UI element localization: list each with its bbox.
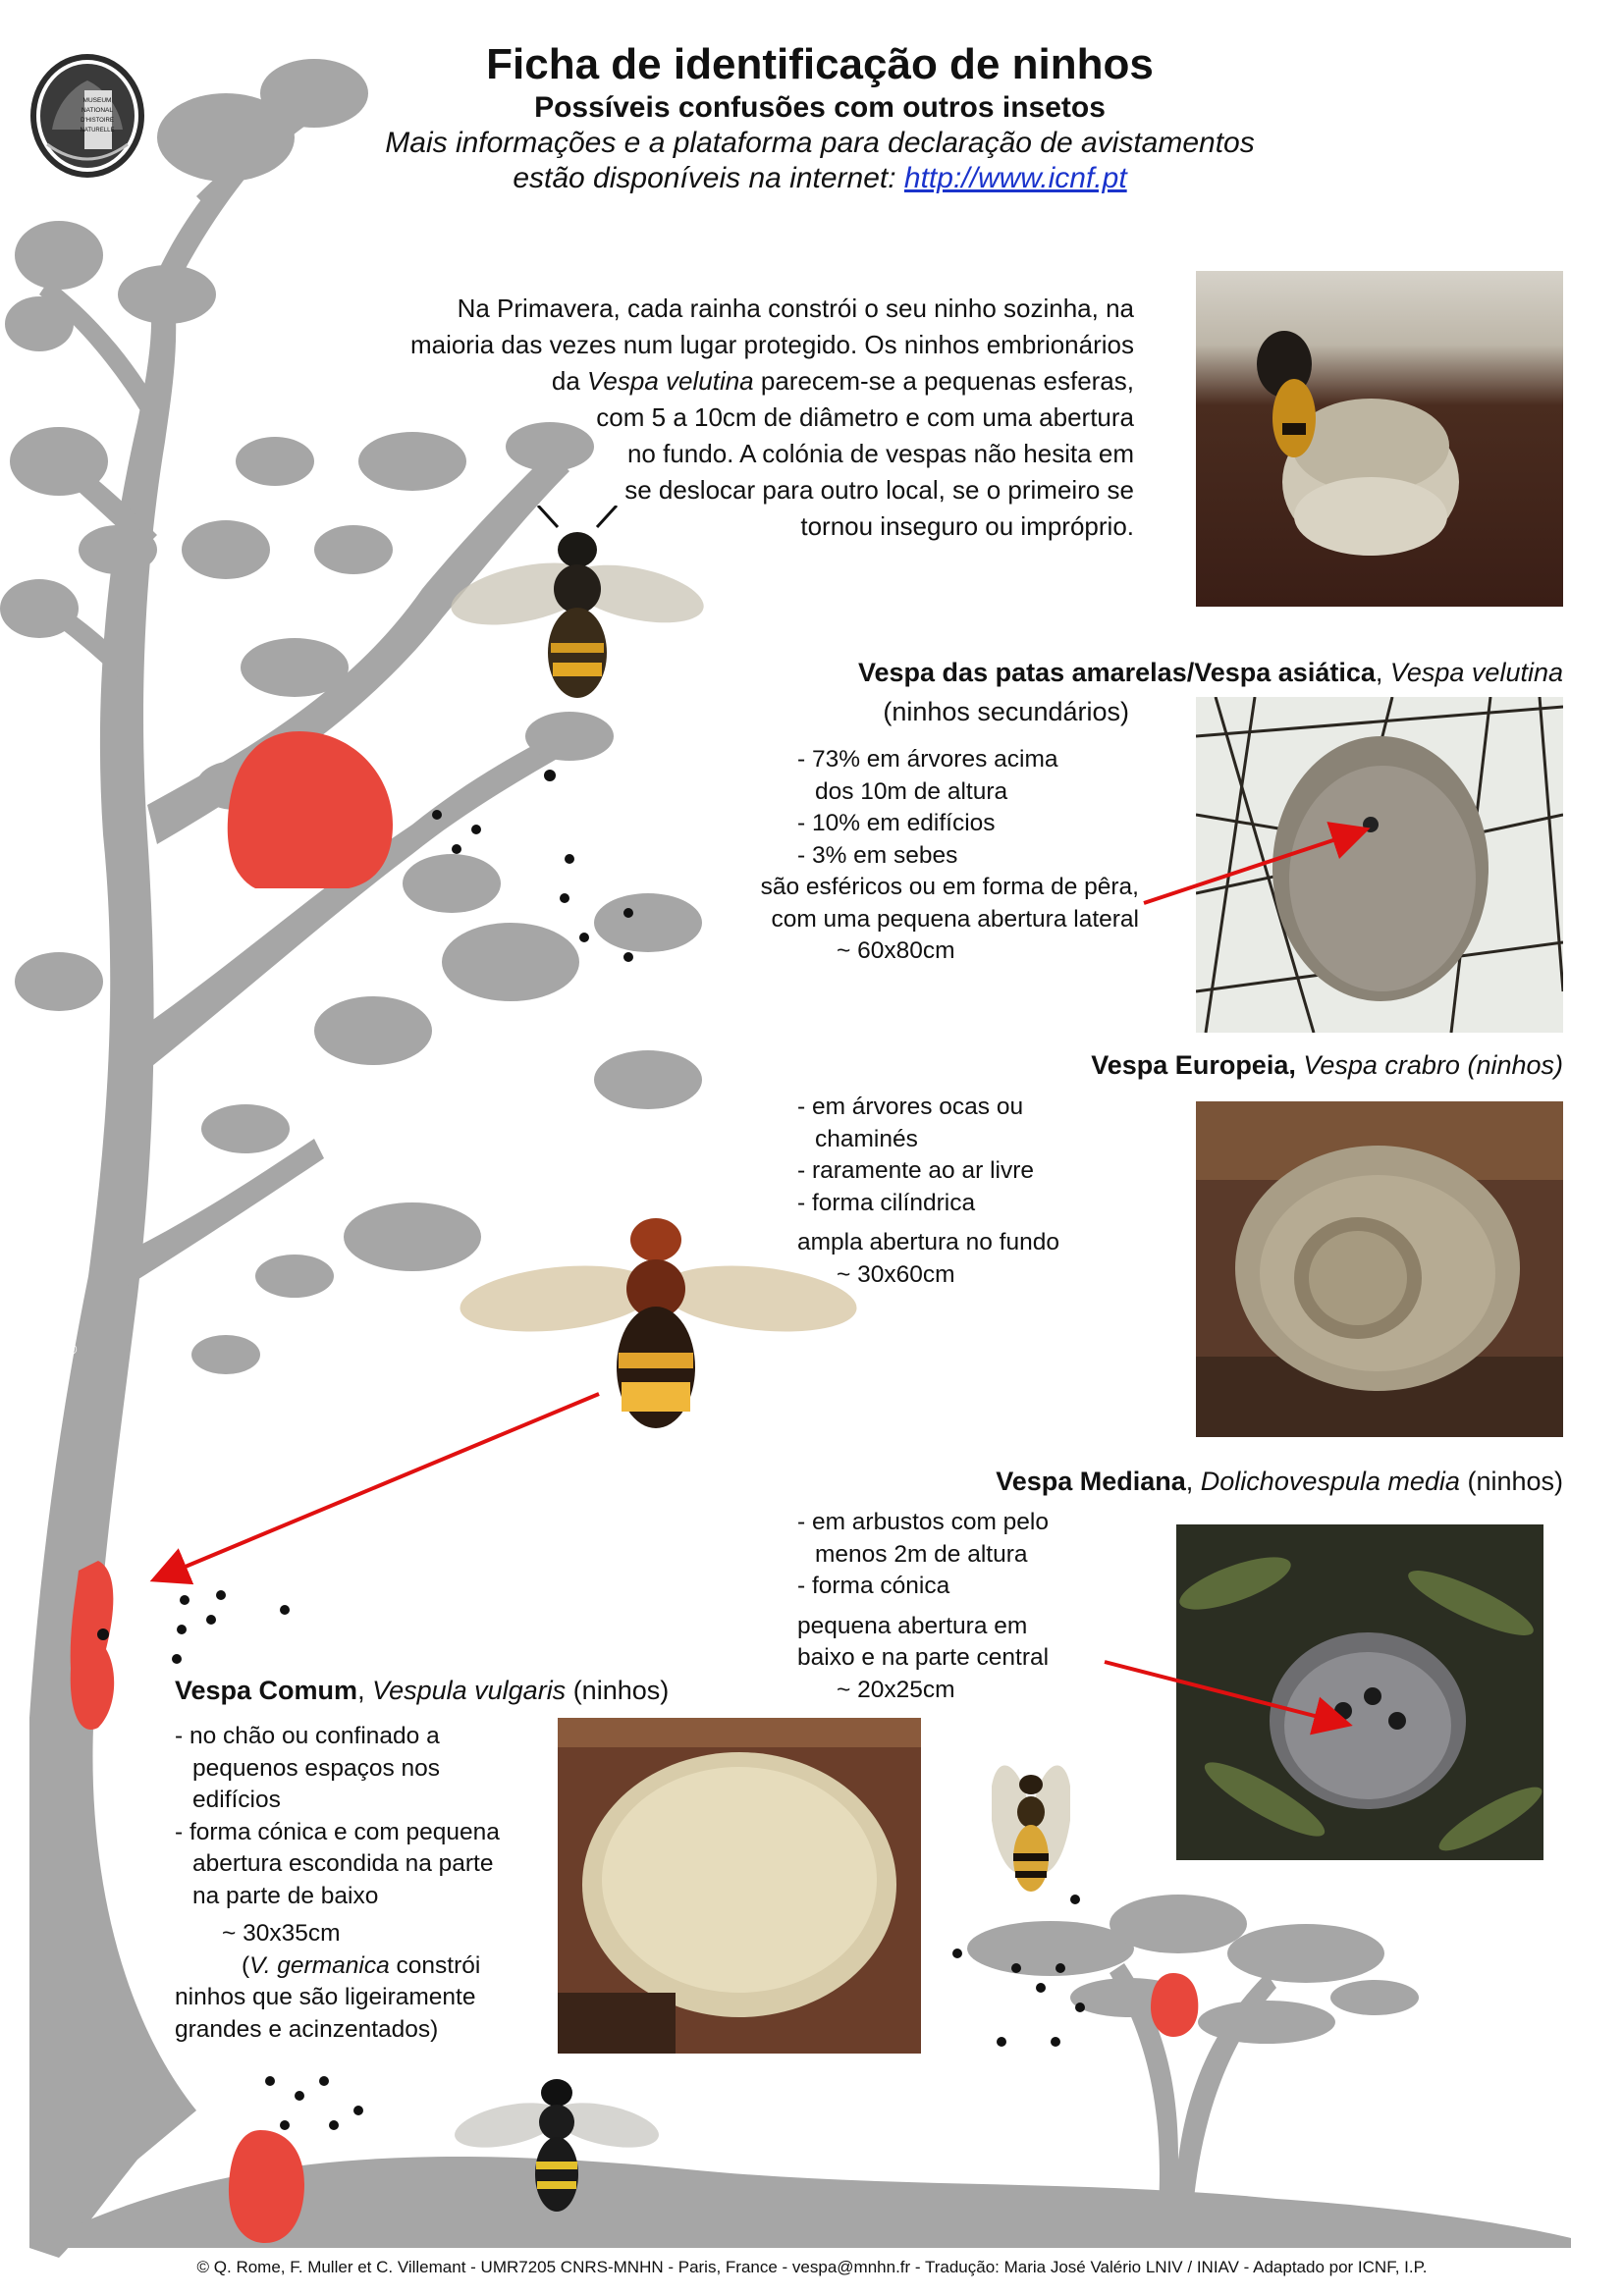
arrow-velutina [1144,830,1363,903]
page-subtitle: Possíveis confusões com outros insetos [534,91,1106,124]
page-title: Ficha de identificação de ninhos [486,40,1154,88]
arrow-crabro [157,1394,599,1578]
svg-text:NATIONAL: NATIONAL [81,107,114,114]
crabro-details: - em árvores ocas ou chaminés - raramente ao ar livre - forma cilíndrica ampla abertura no fundo ~ 30x60cm [797,1094,1059,1288]
intro-paragraph: Na Primavera, cada rainha constrói o seu ninho sozinha, na maioria das vezes num lugar protegido. Os ninhos embrionários da Vespa velutina parecem-se a pequenas esferas, com 5 a 10cm de diâmetro e com uma abertura no fundo. A colónia de vespas não hesita em se deslocar para outro local, se o primeiro se tornou inseguro ou impróprio. [409,294,1134,541]
svg-text:D'HISTOIRE: D'HISTOIRE [81,118,114,124]
icnf-link[interactable]: http://www.icnf.pt [903,162,1127,194]
info-line-1: Mais informações e a plataforma para declaração de avistamentos [385,127,1255,159]
svg-text:NATURELLE: NATURELLE [80,128,115,133]
photo-credit: © M. Delfiore [64,1268,81,1355]
media-details: - em arbustos com pelo menos 2m de altura - forma cónica pequena abertura em baixo e na parte central ~ 20x25cm [797,1509,1050,1703]
velutina-details: - 73% em árvores acima dos 10m de altura - 10% em edifícios - 3% em sebes são esféricos ou em forma de pêra, com uma pequena abertura lateral ~ 60x80cm [760,746,1139,964]
info-line-2: estão disponíveis na internet: http://www.icnf.pt [513,162,1127,194]
velutina-qualifier: (ninhos secundários) [883,697,1129,726]
footer-credits: © Q. Rome, F. Muller et C. Villemant - UMR7205 CNRS-MNHN - Paris, France - vespa@mnhn.fr - Tradução: Maria José Valério LNIV / INIAV - Adaptado por ICNF, I.P. [196,2258,1428,2276]
crabro-heading: Vespa Europeia, Vespa crabro (ninhos) [1091,1050,1563,1080]
vulgaris-heading: Vespa Comum, Vespula vulgaris (ninhos) [175,1676,670,1705]
svg-text:MUSEUM: MUSEUM [82,97,112,104]
vulgaris-details: - no chão ou confinado a pequenos espaços nos edifícios - forma cónica e com pequena abertura escondida na parte na parte de baixo ~ 30x35cm (V. germanica constrói ninhos que são ligeiramente grandes e acinzentados) [175,1723,500,2043]
velutina-heading: Vespa das patas amarelas/Vespa asiática, Vespa velutina [858,658,1563,687]
media-heading: Vespa Mediana, Dolichovespula media (ninhos) [996,1467,1563,1496]
